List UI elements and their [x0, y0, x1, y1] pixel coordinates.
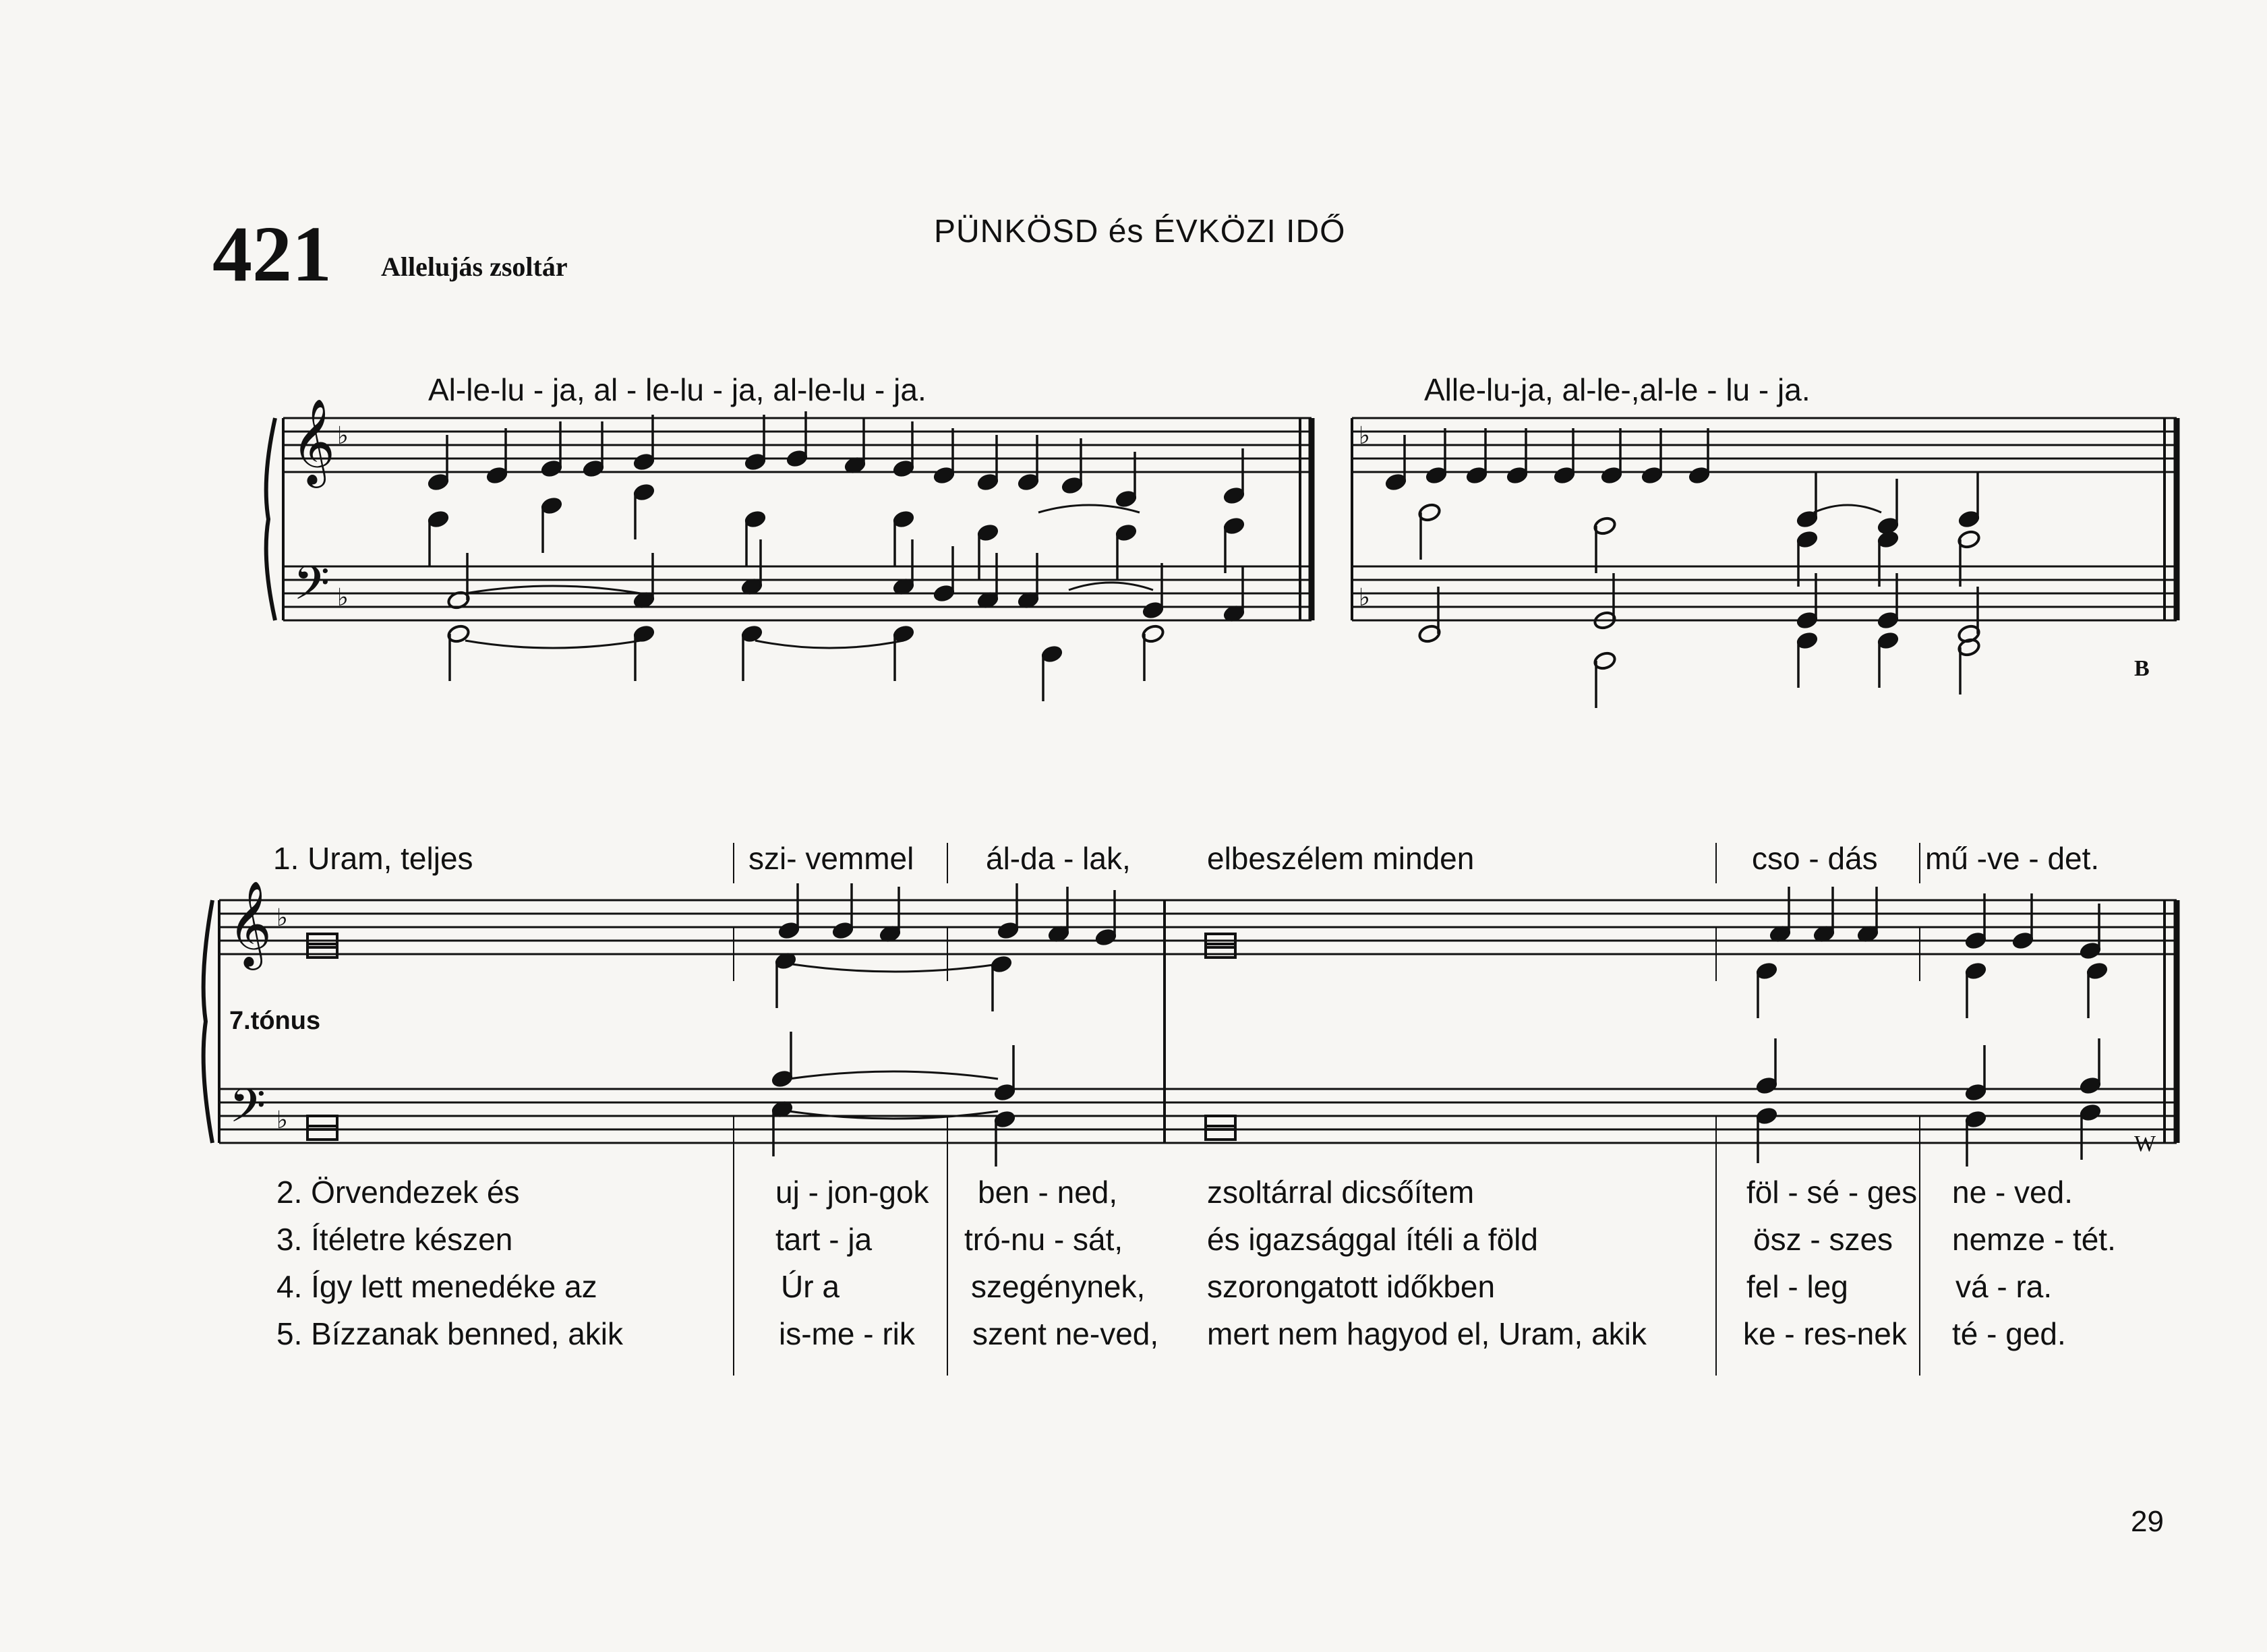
verse-1-part-4: elbeszélem minden — [1207, 841, 1475, 876]
slur — [465, 586, 641, 593]
verse-2-part-3: ben - ned, — [978, 1175, 1118, 1210]
hymn-subtitle: Allelujás zsoltár — [381, 252, 568, 282]
slur — [1814, 505, 1881, 512]
verse-2-part-5: föl - sé - ges — [1746, 1175, 1918, 1210]
slur — [755, 641, 904, 648]
treble-clef: 𝄞 — [291, 398, 336, 484]
slur — [789, 1071, 998, 1079]
key-signature-flat: ♭ — [1359, 422, 1370, 450]
verse-3-part-6: nemze - tét. — [1952, 1222, 2116, 1257]
slur — [792, 964, 998, 972]
verse-3-part-3: tró-nu - sát, — [964, 1222, 1123, 1257]
verse-3-part-1: 3. Ítéletre készen — [276, 1222, 513, 1257]
tone-label: 7.tónus — [229, 1007, 321, 1035]
key-signature-flat: ♭ — [276, 1107, 288, 1134]
system-brace — [204, 900, 212, 1143]
verse-4-part-3: szegénynek, — [971, 1269, 1146, 1304]
key-signature-flat: ♭ — [276, 904, 288, 932]
bass-clef: 𝄢 — [229, 1078, 266, 1144]
antiphon-lyrics-1: Al-le-lu - ja, al - le-lu - ja, al-le-lu - ja. — [428, 372, 926, 407]
verse-5-part-6: té - ged. — [1952, 1316, 2066, 1351]
key-signature-flat: ♭ — [337, 584, 349, 612]
antiphon-end-letter: B — [2134, 656, 2150, 681]
bass-clef: 𝄢 — [293, 556, 330, 622]
verse-5-part-3: szent ne-ved, — [972, 1316, 1159, 1351]
verse-5-part-5: ke - res-nek — [1743, 1316, 1907, 1351]
key-signature-flat: ♭ — [337, 422, 349, 450]
verse-4-part-5: fel - leg — [1746, 1269, 1848, 1304]
hymn-number: 421 — [212, 210, 332, 298]
verse-2-part-6: ne - ved. — [1952, 1175, 2073, 1210]
verse-2-part-4: zsoltárral dicsőítem — [1207, 1175, 1475, 1210]
system-brace — [266, 418, 275, 620]
treble-clef: 𝄞 — [228, 880, 272, 966]
verse-1-part-6: mű -ve - det. — [1925, 841, 2100, 876]
verse-2-part-1: 2. Örvendezek és — [276, 1175, 520, 1210]
verse-3-part-2: tart - ja — [775, 1222, 873, 1257]
slur — [1069, 583, 1153, 590]
antiphon-lyrics-2: Alle-lu-ja, al-le-,al-le - lu - ja. — [1424, 372, 1810, 407]
key-signature-flat: ♭ — [1359, 584, 1370, 612]
verse-4-part-2: Úr a — [781, 1269, 840, 1304]
verse-1-part-2: szi- vemmel — [748, 841, 914, 876]
verse-4-part-6: vá - ra. — [1955, 1269, 2053, 1304]
tone-end-letter: W — [2134, 1131, 2156, 1156]
verse-5-part-1: 5. Bízzanak benned, akik — [276, 1316, 623, 1351]
page-number: 29 — [2131, 1505, 2164, 1538]
verse-1-part-3: ál-da - lak, — [986, 841, 1131, 876]
verse-4-part-1: 4. Így lett menedéke az — [276, 1269, 597, 1304]
verse-2-part-2: uj - jon-gok — [775, 1175, 929, 1210]
page-title: PÜNKÖSD és ÉVKÖZI IDŐ — [934, 214, 1346, 249]
verse-5-part-4: mert nem hagyod el, Uram, akik — [1207, 1316, 1647, 1351]
verse-1-part-5: cso - dás — [1752, 841, 1878, 876]
slur — [465, 641, 641, 648]
verse-1-part-1: 1. Uram, teljes — [273, 841, 473, 876]
verse-5-part-2: is-me - rik — [779, 1316, 915, 1351]
verse-3-part-5: ösz - szes — [1753, 1222, 1893, 1257]
verse-3-part-4: és igazsággal ítéli a föld — [1207, 1222, 1538, 1257]
verse-4-part-4: szorongatott időkben — [1207, 1269, 1496, 1304]
